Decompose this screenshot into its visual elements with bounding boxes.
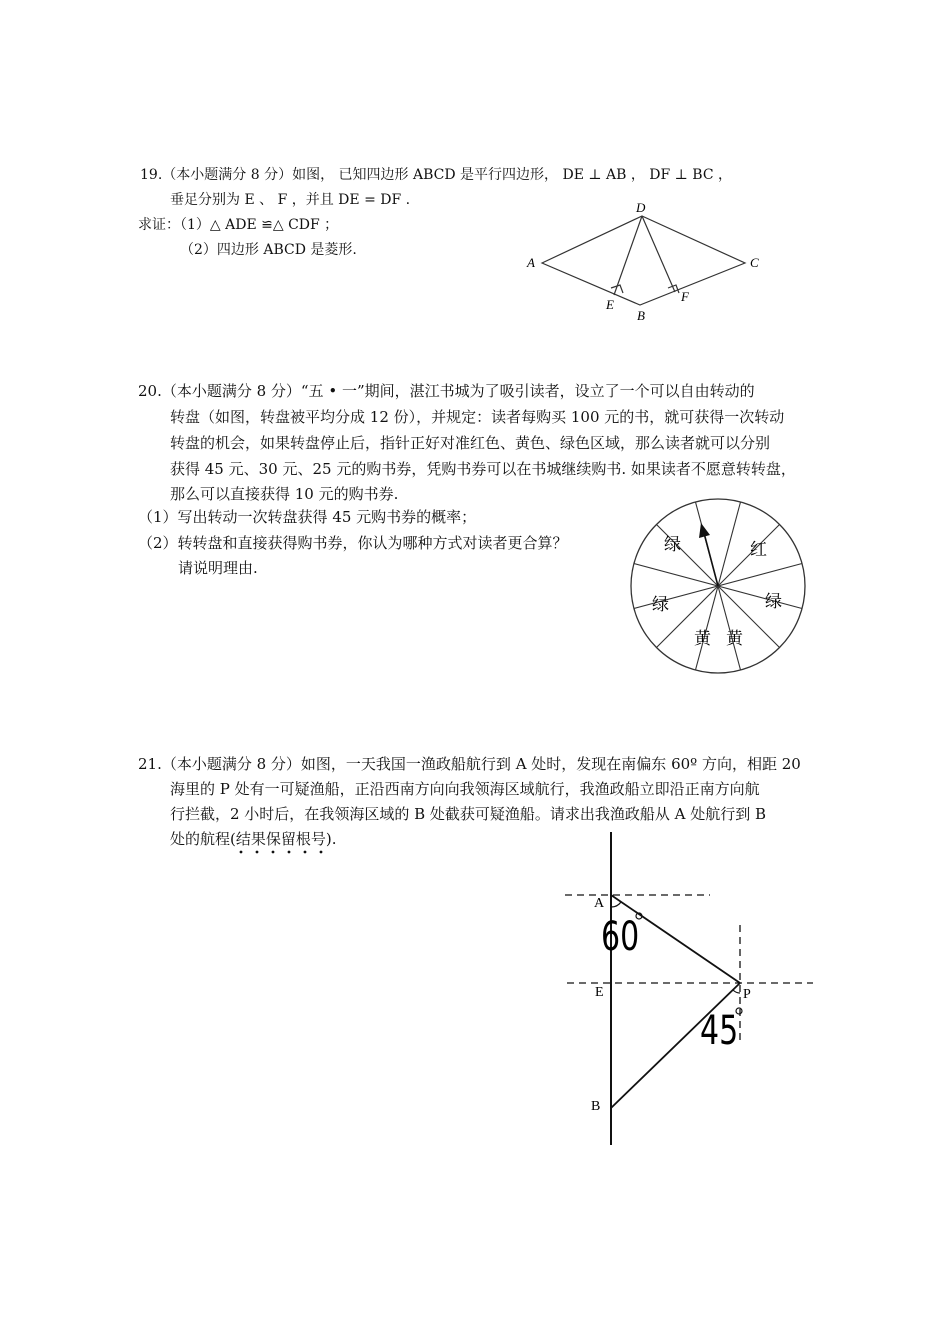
q20-part1: （1）写出转动一次转盘获得 45 元购书券的概率； (138, 508, 477, 526)
emphasis-dots (234, 848, 344, 856)
angle-arc-p (733, 990, 740, 993)
q20-part2b: 请说明理由. (178, 559, 258, 577)
segment-label-green-3: 绿 (765, 592, 782, 612)
label-c: C (750, 255, 759, 270)
segment-label-red: 红 (750, 540, 767, 560)
parallelogram-abcd (542, 216, 745, 305)
q19-line3: 求证：（1）△ ADE ≌△ CDF ； (138, 217, 339, 233)
label-b: B (637, 308, 645, 323)
label-e: E (595, 985, 604, 1000)
label-a: A (594, 896, 605, 911)
segment-label-green-2: 绿 (652, 595, 669, 615)
q21-line2: 海里的 P 处有一可疑渔船，正沿西南方向向我领海区域航行，我渔政船立即沿正南方向航 (170, 780, 760, 798)
navigation-diagram (555, 830, 825, 1150)
q21-line1: 21.（本小题满分 8 分）如图，一天我国一渔政船航行到 A 处时，发现在南偏东 60º 方向，相距 20 (138, 755, 801, 773)
label-p: P (743, 987, 751, 1002)
right-angle-e (611, 285, 623, 293)
label-e: E (606, 297, 614, 312)
q19-line2: 垂足分别为 E 、 F ，并且 DE = DF . (170, 192, 411, 208)
q21-line3: 行拦截，2 小时后，在我领海区域的 B 处截获可疑渔船。请求出我渔政船从 A 处航行到 B (170, 805, 767, 823)
segment-label-green-1: 绿 (664, 535, 681, 555)
spinner-wheel (626, 495, 816, 685)
angle-arc-a (611, 902, 621, 907)
pointer-arrow-icon (699, 523, 710, 538)
label-f: F (681, 289, 689, 304)
q20-line2: 转盘（如图，转盘被平均分成 12 份），并规定：读者每购买 100 元的书，就可获得一次转动 (170, 408, 785, 426)
angle-label-60: 60 (601, 913, 640, 961)
parallelogram-diagram (515, 195, 775, 325)
q20-part2: （2）转转盘和直接获得购书券，你认为哪种方式对读者更合算？ (138, 534, 568, 552)
segment-label-yellow-1: 黄 (694, 629, 711, 649)
label-b: B (591, 1099, 601, 1114)
segment-label-yellow-2: 黄 (726, 629, 743, 649)
q20-line4: 获得 45 元、30 元、25 元的购书券，凭购书券可以在书城继续购书. 如果读者不愿意转转盘， (170, 460, 796, 478)
q19-line4: （2）四边形 ABCD 是菱形. (180, 242, 357, 258)
q19-line1: 19.（本小题满分 8 分）如图， 已知四边形 ABCD 是平行四边形， DE ⊥ AB ， DF ⊥ BC ， (140, 167, 732, 183)
q21-line4: 处的航程(结果保留根号). (170, 830, 337, 848)
label-a: A (527, 255, 535, 270)
segment-de (614, 216, 642, 295)
q20-line5: 那么可以直接获得 10 元的购书券. (170, 485, 399, 503)
pointer-shaft (704, 533, 718, 586)
segment-df (642, 216, 675, 292)
q20-line1: 20.（本小题满分 8 分）“五 • 一”期间，湛江书城为了吸引读者，设立了一个可以自由转动的 (138, 382, 755, 400)
q20-line3: 转盘的机会，如果转盘停止后，指针正好对准红色、黄色、绿色区域，那么读者就可以分别 (170, 434, 771, 452)
angle-label-45: 45 (700, 1007, 739, 1055)
label-d: D (636, 200, 646, 215)
